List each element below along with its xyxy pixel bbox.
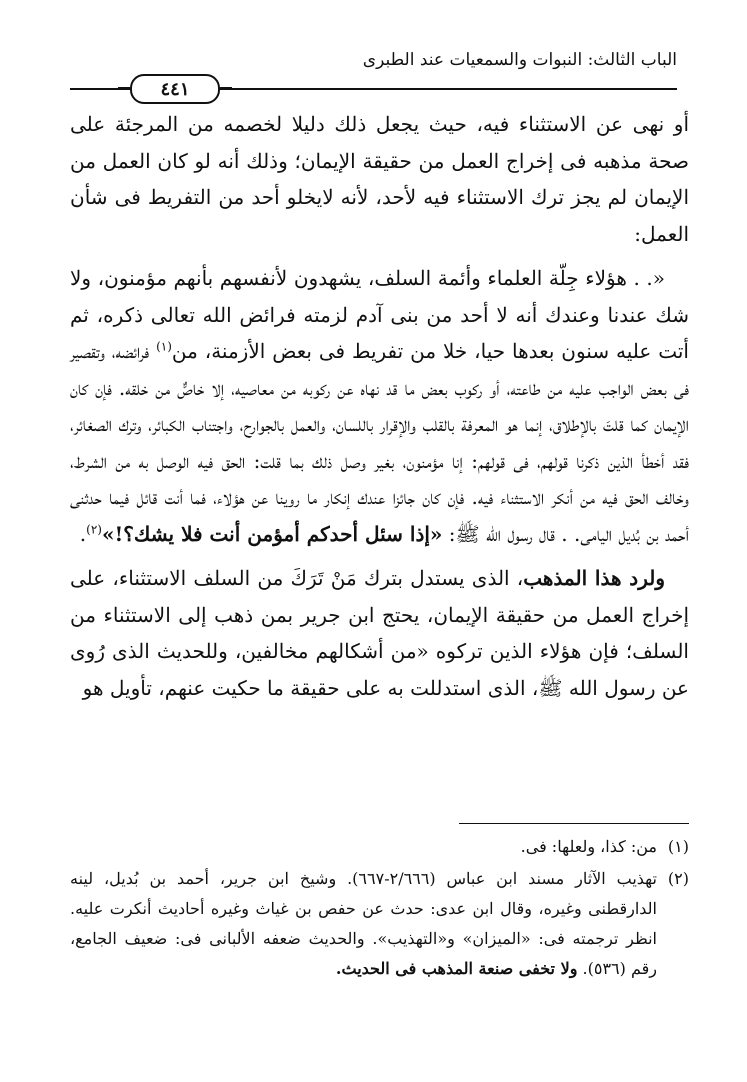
paragraph-3-text: ، الذى يستدل بترك مَنْ تَرَكَ من السلف الاستثناء، على إخراج العمل من حقيقة الإيمان، يحتج ابن جرير بمن ذهب إلى الاستثناء من السلف؛ فإن هؤلاء الذين تركوه «من أشكالهم مخالفين، وللحديث الذى رُوى عن رسول الله ﷺ، الذى استدللت به على حقيقة ما حكيت عنهم، تأويل هو — [70, 566, 689, 700]
paragraph-1: أو نهى عن الاستثناء فيه، حيث يجعل ذلك دليلا لخصمه من المرجئة على صحة مذهبه فى إخراج العمل من حقيقة الإيمان؛ وذلك أنه لو كان العمل من الإيمان لم يجز ترك الاستثناء فيه لأحد، لأنه لايخلو أحد من التفريط فى شأن العمل: — [70, 112, 689, 246]
paragraph-3 — [70, 560, 689, 706]
footnote-text-body: من: كذا، ولعلها: فى. — [520, 837, 657, 856]
main-text — [70, 106, 689, 706]
quote-end: . — [79, 521, 87, 546]
footnote-1 — [70, 832, 689, 862]
footnote-text-body: تهذيب الآثار مسند ابن عباس (٢/٦٦٦-٦٦٧). وشيخ ابن جرير، أحمد بن بُديل، لينه الدارقطنى وغيره، وقال ابن عدى: حدث عن حفص بن غياث وغيره أحاديث أنكرت عليه. انظر ترجمته فى: «الميزان» و«التهذيب». والحديث ضعفه الألبانى فى: ضعيف الجامع، رقم (٥٣٦). — [70, 869, 657, 978]
footnote-text — [70, 864, 657, 984]
running-header-title: الباب الثالث: النبوات والسمعيات عند الطبرى — [362, 50, 677, 70]
footnote-ref-1: (١) — [156, 339, 172, 354]
page-number-badge: ٤٤١ — [130, 74, 220, 104]
footnote-emphasis: ولا تخفى صنعة المذهب فى الحديث. — [335, 959, 578, 978]
footnote-mark: (٢) — [667, 869, 689, 888]
footnote-2 — [70, 864, 689, 984]
quote-text-a: «. . هؤلاء جِلّة العلماء وأئمة السلف، يشهدون لأنفسهم بأنهم مؤمنون، ولا شك عندنا وعندك أنه لا أحد من بنى آدم لزمته فرائض الله تعالى ذكره، ثم أتت عليه سنون بعدها حيا، خلا من تفريط فى بعض الأزمنة، من — [70, 266, 689, 363]
hadith-quote: «إذا سئل أحدكم أمؤمن أنت فلا يشك؟!» — [101, 521, 443, 546]
footnote-mark: (١) — [667, 837, 689, 856]
paragraph-3-lead: ولرد هذا المذهب — [523, 566, 665, 590]
footnote-separator — [459, 823, 689, 824]
footnote-ref-2: (٢) — [86, 521, 102, 536]
quote-text-b: فرائضه، وتقصير فى بعض الواجب عليه من طاعته، أو ركوب بعض ما قد نهاه عن ركوبه من معاصيه، إلا خاصٌّ من خلقه. فإن كان الإيمان كما قلتَ بالإطلاق، إنما هو المعرفة بالقلب والإقرار باللسان، والعمل بالجوارح، واجتناب الكبائر، وترك الصغائر، فقد أخطأ الذين ذكرنا قولهم، فى قولهم: إنا مؤمنون، بغير وصل ذلك بما قلت: الحق فيه الوصل به من الشرط، وخالف الحق فيه من أنكر الاستثناء فيه. فإن كان جائزا عندك إنكار ما روينا عن هؤلاء، فما أنت قائل فيما حدثنى أحمد بن بُديل اليامى. . قال رسول الله ﷺ: — [70, 339, 689, 546]
paragraph-2-quote — [70, 260, 689, 552]
footnotes — [70, 832, 689, 984]
footnote-text — [70, 832, 657, 862]
